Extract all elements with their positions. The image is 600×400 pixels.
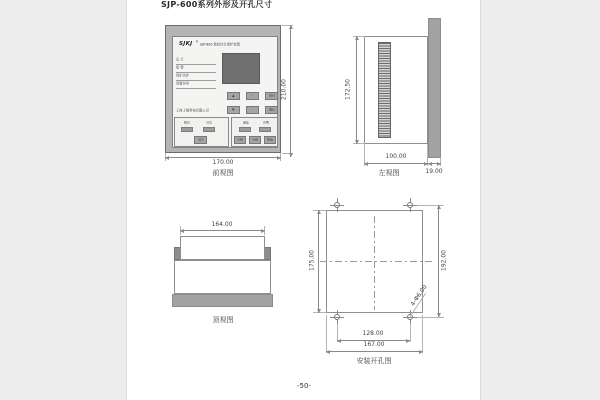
key-reset: 复归 — [265, 92, 278, 100]
aux-label: 跳位 — [183, 121, 190, 125]
aux-panel-right — [231, 117, 278, 147]
brand-logo: SJKJ — [179, 41, 193, 47]
aux-label: 告警 — [262, 121, 269, 125]
indicator-row: 装置异常 — [176, 80, 216, 89]
key-plus: ＋ — [246, 92, 259, 100]
cutout-view-label: 安装开孔图 — [356, 357, 392, 365]
dimension-cutout-width: 167.00 — [363, 341, 385, 348]
aux-label: 合位 — [205, 121, 212, 125]
dimension-side-depth: 100.00 — [385, 153, 407, 160]
hole-diameter-note: 4-Φ6.00 — [409, 283, 429, 308]
dimension-front-width: 170.00 — [212, 159, 234, 166]
lcd-screen — [222, 53, 260, 84]
terminal-block — [378, 42, 391, 138]
dimension-line-front-width — [165, 157, 281, 158]
top-view-rear-body — [180, 236, 265, 260]
key-down: ▼ — [227, 106, 240, 114]
key-close: 合闸 — [234, 136, 246, 144]
top-view-label: 顶视图 — [212, 316, 234, 324]
dimension-bezel-depth: 19.00 — [425, 168, 443, 175]
dimension-line-side-height — [356, 36, 357, 144]
dimension-cutout-height: 175.00 — [308, 250, 316, 271]
dimension-line-hole-height — [438, 205, 439, 317]
mounting-hole — [330, 310, 344, 324]
aux-panel-left — [174, 117, 229, 147]
page-title: SJP-600系列外形及开孔尺寸 — [161, 0, 273, 9]
indicator-row: 运 行 — [176, 56, 216, 65]
company-name: 上海上继科技有限公司 — [176, 108, 210, 113]
indicator-window — [181, 127, 193, 132]
extension-line — [410, 324, 411, 342]
registered-mark: ® — [195, 39, 199, 44]
indicator-row: 保护动作 — [176, 72, 216, 81]
centerline-vertical — [374, 216, 375, 310]
front-view-label: 前视图 — [212, 169, 234, 177]
extension-line — [326, 315, 327, 353]
page-number: -50- — [297, 382, 311, 390]
extension-line — [422, 315, 423, 353]
front-view-device — [165, 25, 281, 153]
centerline-horizontal — [320, 261, 432, 262]
key-up: ▲ — [227, 92, 240, 100]
side-view-label: 左视图 — [378, 169, 400, 177]
dimension-hole-height: 192.00 — [440, 250, 448, 271]
dimension-line-side-depth — [364, 163, 428, 164]
device-front-panel — [172, 36, 278, 148]
top-view-body — [174, 260, 271, 294]
dimension-line-cutout-height — [318, 210, 319, 313]
mounting-hole — [403, 198, 417, 212]
dimension-side-height: 172.50 — [344, 79, 352, 100]
aux-label: 储能 — [242, 121, 249, 125]
key-confirm: 确认 — [265, 106, 278, 114]
dimension-hole-span: 128.00 — [362, 330, 384, 337]
dimension-line-top-width — [180, 230, 265, 231]
device-model-title: SJP-600 微机综合保护装置 — [200, 42, 240, 47]
side-view-body — [364, 36, 428, 144]
dimension-line-front-height — [290, 25, 291, 157]
indicator-window — [259, 127, 271, 132]
dimension-top-width: 164.00 — [211, 221, 233, 228]
indicator-window — [203, 127, 215, 132]
side-view-bezel — [428, 18, 441, 158]
mounting-hole — [330, 198, 344, 212]
key-minus: － — [246, 106, 259, 114]
top-view-bezel — [172, 294, 273, 307]
dimension-front-height: 210.00 — [280, 79, 288, 100]
indicator-window — [239, 127, 251, 132]
dimension-line-bezel-depth — [428, 163, 441, 164]
key-local: 就地 — [264, 136, 276, 144]
document-page — [126, 0, 481, 400]
dimension-line-cutout-width — [326, 351, 423, 352]
key-remote: 远方 — [194, 136, 207, 144]
indicator-row: 报 警 — [176, 64, 216, 73]
key-open: 分闸 — [249, 136, 261, 144]
